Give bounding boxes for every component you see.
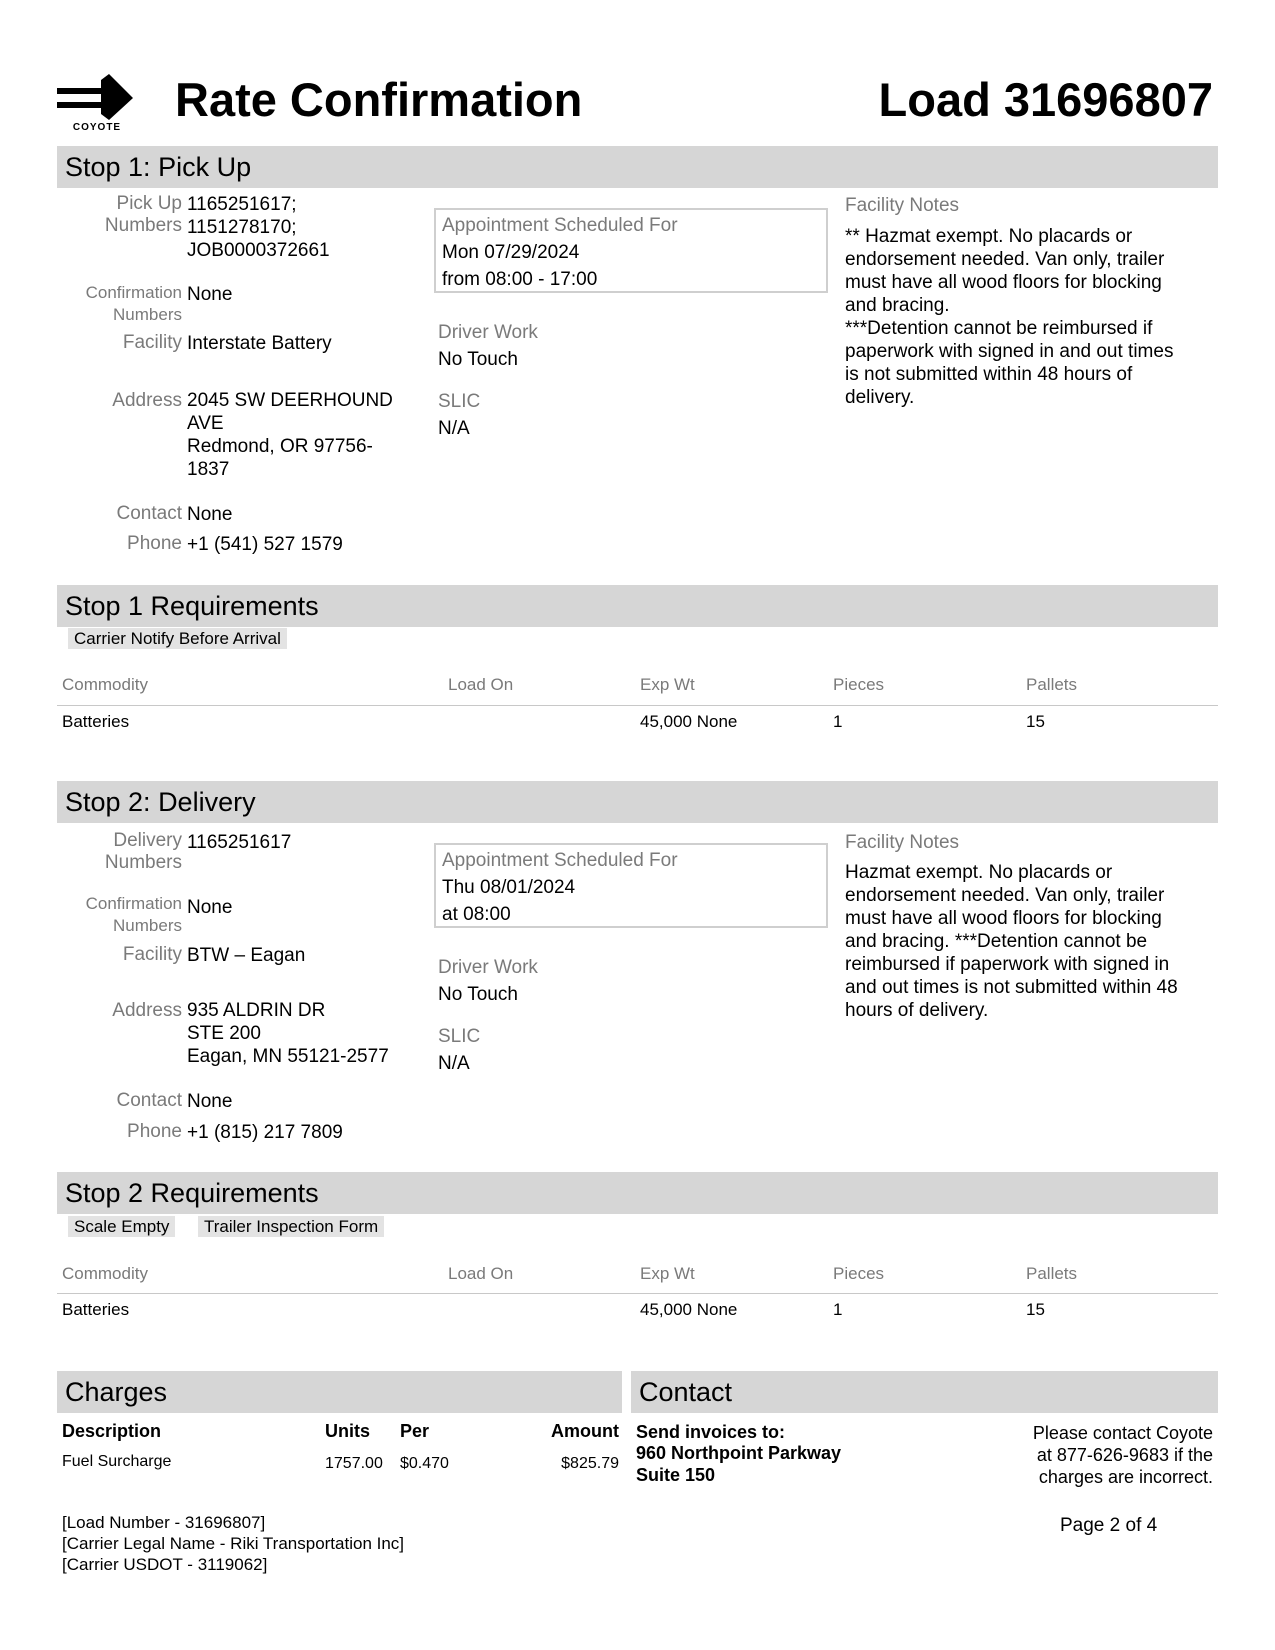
stop1-address-line-1: 2045 SW DEERHOUND bbox=[187, 390, 393, 411]
stop1-row-pallets: 15 bbox=[1026, 712, 1045, 731]
stop2-address bbox=[187, 999, 417, 1068]
contact-note-line-2: at 877-626-9683 if the bbox=[1036, 1445, 1213, 1465]
stop1-appointment-date: Mon 07/29/2024 bbox=[442, 242, 580, 263]
contact-heading: Contact bbox=[631, 1371, 1218, 1413]
stop1-row-pieces: 1 bbox=[833, 712, 843, 731]
stop1-address-line-4: 1837 bbox=[187, 459, 230, 480]
stop2-address-line-3: Eagan, MN 55121-2577 bbox=[187, 1046, 389, 1067]
stop1-heading: Stop 1: Pick Up bbox=[57, 146, 1218, 188]
contact-send-invoices-label: Send invoices to: bbox=[636, 1422, 786, 1442]
stop2-driver-work: No Touch bbox=[438, 984, 518, 1005]
stop2-numbers-label: Delivery Numbers bbox=[104, 830, 182, 873]
stop1-phone-label: Phone bbox=[127, 533, 182, 554]
charges-col-per: Per bbox=[400, 1421, 430, 1441]
stop2-address-line-2: STE 200 bbox=[187, 1023, 261, 1044]
charges-row-per: $0.470 bbox=[400, 1455, 449, 1472]
contact-note-line-3: charges are incorrect. bbox=[1038, 1467, 1213, 1487]
stop1-col-pallets: Pallets bbox=[1026, 675, 1078, 694]
stop2-table-rule bbox=[57, 1293, 1218, 1294]
stop1-confirmation-label: Confirmation Numbers bbox=[85, 283, 182, 324]
stop2-requirements-heading: Stop 2 Requirements bbox=[57, 1172, 1218, 1214]
stop2-row-exp-wt: 45,000 None bbox=[640, 1300, 738, 1319]
stop1-row-exp-wt: 45,000 None bbox=[640, 712, 738, 731]
stop1-col-commodity: Commodity bbox=[62, 675, 148, 694]
stop1-col-pieces: Pieces bbox=[833, 675, 885, 694]
stop1-phone: +1 (541) 527 1579 bbox=[187, 534, 343, 555]
contact-address-line-1: 960 Northpoint Parkway bbox=[636, 1443, 842, 1463]
coyote-logo-icon bbox=[57, 74, 137, 124]
stop2-requirement-tag-2: Trailer Inspection Form bbox=[198, 1216, 384, 1237]
logo-text: COYOTE bbox=[72, 122, 122, 133]
stop1-confirmation: None bbox=[187, 284, 233, 305]
stop2-slic: N/A bbox=[438, 1053, 470, 1074]
charges-heading: Charges bbox=[57, 1371, 622, 1413]
stop1-requirement-tag: Carrier Notify Before Arrival bbox=[68, 628, 287, 649]
contact-note bbox=[1033, 1422, 1213, 1488]
stop2-row-commodity: Batteries bbox=[62, 1300, 130, 1319]
stop1-facility-notes: ** Hazmat exempt. No placards or endorsement needed. Van only, trailer must have all wood floors for blocking and bracing. ***Detention cannot be reimbursed if paperwork with signed in and out times is not submitted within 48 hours of delivery. bbox=[845, 226, 1174, 408]
stop1-appointment-label: Appointment Scheduled For bbox=[442, 215, 678, 236]
stop2-contact: None bbox=[187, 1091, 233, 1112]
stop2-col-load-on: Load On bbox=[448, 1264, 514, 1283]
stop1-numbers-label: Pick Up Numbers bbox=[104, 193, 182, 236]
contact-address-line-2: Suite 150 bbox=[636, 1465, 716, 1485]
footer-load-number: [Load Number - 31696807] bbox=[62, 1513, 266, 1532]
contact-note-line-1: Please contact Coyote bbox=[1032, 1423, 1213, 1443]
stop1-contact: None bbox=[187, 504, 233, 525]
stop2-slic-label: SLIC bbox=[438, 1026, 481, 1047]
stop2-contact-label: Contact bbox=[116, 1090, 182, 1111]
stop2-row-pallets: 15 bbox=[1026, 1300, 1045, 1319]
stop1-address-label: Address bbox=[112, 390, 182, 411]
stop1-driver-work: No Touch bbox=[438, 349, 518, 370]
stop2-number-1: 1165251617 bbox=[187, 832, 292, 853]
stop2-confirmation-label: Confirmation Numbers bbox=[85, 894, 182, 935]
charges-row-description: Fuel Surcharge bbox=[62, 1453, 172, 1470]
stop1-col-load-on: Load On bbox=[448, 675, 514, 694]
stop2-appointment-time: at 08:00 bbox=[442, 904, 511, 925]
stop2-col-pieces: Pieces bbox=[833, 1264, 885, 1283]
charges-col-units: Units bbox=[325, 1421, 370, 1441]
stop1-address-line-3: Redmond, OR 97756- bbox=[187, 436, 373, 457]
stop2-row-pieces: 1 bbox=[833, 1300, 843, 1319]
stop2-appointment-label: Appointment Scheduled For bbox=[442, 850, 678, 871]
stop1-address-line-2: AVE bbox=[187, 413, 224, 434]
charges-row-units: 1757.00 bbox=[325, 1455, 383, 1472]
footer-carrier-name: [Carrier Legal Name - Riki Transportation Inc] bbox=[62, 1534, 405, 1553]
stop2-facility-label: Facility bbox=[122, 944, 182, 965]
stop1-requirements-heading: Stop 1 Requirements bbox=[57, 585, 1218, 627]
stop2-facility-notes: Hazmat exempt. No placards or endorsement needed. Van only, trailer must have all wood floors for blocking and bracing. ***Detention cannot be reimbursed if paperwork with signed in and out times is not submitted within 48 hours of delivery. bbox=[845, 862, 1178, 1021]
stop2-numbers bbox=[187, 831, 417, 854]
charges-row-amount: $825.79 bbox=[561, 1455, 619, 1472]
load-number: Load 31696807 bbox=[878, 73, 1213, 126]
stop2-appointment-date: Thu 08/01/2024 bbox=[442, 877, 576, 898]
stop1-table-rule bbox=[57, 705, 1218, 706]
stop2-phone-label: Phone bbox=[127, 1121, 182, 1142]
page-title: Rate Confirmation bbox=[175, 73, 583, 126]
stop2-driver-work-label: Driver Work bbox=[438, 957, 538, 978]
stop1-contact-label: Contact bbox=[116, 503, 182, 524]
stop1-slic-label: SLIC bbox=[438, 391, 481, 412]
stop2-col-commodity: Commodity bbox=[62, 1264, 148, 1283]
stop1-notes-label: Facility Notes bbox=[845, 195, 960, 216]
footer-carrier-usdot: [Carrier USDOT - 3119062] bbox=[62, 1555, 268, 1574]
stop2-facility: BTW – Eagan bbox=[187, 945, 306, 966]
stop1-appointment-time: from 08:00 - 17:00 bbox=[442, 269, 598, 290]
stop1-driver-work-label: Driver Work bbox=[438, 322, 538, 343]
stop1-slic: N/A bbox=[438, 418, 470, 439]
charges-col-amount: Amount bbox=[551, 1421, 619, 1441]
stop1-facility-label: Facility bbox=[122, 332, 182, 353]
stop2-col-exp-wt: Exp Wt bbox=[640, 1264, 695, 1283]
page-number: Page 2 of 4 bbox=[1060, 1515, 1158, 1536]
stop1-row-commodity: Batteries bbox=[62, 712, 130, 731]
stop2-address-line-1: 935 ALDRIN DR bbox=[187, 1000, 326, 1021]
stop1-number-2: 1151278170; bbox=[187, 217, 297, 238]
stop2-heading: Stop 2: Delivery bbox=[57, 781, 1218, 823]
stop1-appointment-box bbox=[434, 208, 828, 293]
stop2-confirmation: None bbox=[187, 897, 233, 918]
stop2-phone: +1 (815) 217 7809 bbox=[187, 1122, 343, 1143]
stop2-appointment-box bbox=[434, 843, 828, 928]
stop1-number-3: JOB0000372661 bbox=[187, 240, 330, 261]
stop1-facility: Interstate Battery bbox=[187, 333, 332, 354]
coyote-logo bbox=[57, 74, 137, 136]
stop2-address-label: Address bbox=[112, 1000, 182, 1021]
stop2-col-pallets: Pallets bbox=[1026, 1264, 1078, 1283]
charges-col-description: Description bbox=[62, 1421, 162, 1441]
stop1-number-1: 1165251617; bbox=[187, 194, 297, 215]
stop2-requirement-tag-1: Scale Empty bbox=[68, 1216, 175, 1237]
stop1-address bbox=[187, 389, 417, 481]
stop2-notes-label: Facility Notes bbox=[845, 832, 960, 853]
stop1-numbers bbox=[187, 193, 417, 262]
stop1-col-exp-wt: Exp Wt bbox=[640, 675, 695, 694]
